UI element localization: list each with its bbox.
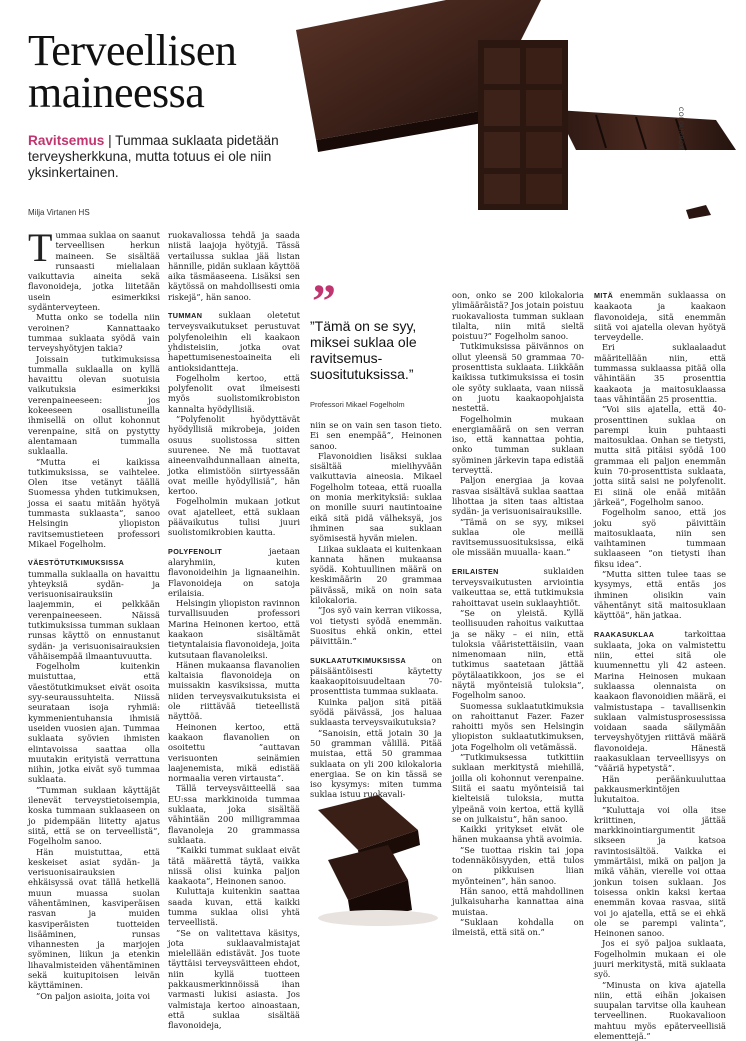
photo-credit: COLOURBOX (677, 107, 683, 150)
section-lead: TUMMAN (168, 311, 203, 321)
paragraph: Paljon energiaa ja kovaa rasvaa sisältävä suklaa saattaa lihottaa ja siten taas altistaa sydän- ja verisuonisairauksille. (452, 475, 584, 517)
paragraph: ”Kuluttaja voi olla itse kriittinen, jättää markkinointiargumentit sikseen ja katsoa ravintosisältöä. Vaikka ei ymmärtäisi, mikä on paljon ja mikä vähän, vierelle voi ottaa jonkun toisen suklaan. Jos toisessa onkin kaksi kertaa enemmän kovaa rasvaa, siitä voi jo ajatella, että se ei ehkä ole se parempi valinta”, Heinonen sanoo. (594, 804, 726, 939)
chocolate-photo (256, 0, 746, 222)
chocolate-pieces-photo (308, 790, 443, 930)
section-lead: RAAKASUKLAA (594, 629, 655, 639)
paragraph: Flavonoidien lisäksi suklaa sisältää mielihyvään vaikuttavia aineosia. Mikael Fogelholm toteaa, että ruoalla on monia merkityksiä: suklaa on monille suuri nautintoaine eikä sitä pidä välheksyä, jos ihminen saa suklaan syömisestä hyvän mielen. (310, 450, 442, 544)
paragraph: Jos ei syö paljoa suklaata, Fogelholmin mukaan ei ole juuri merkitystä, mitä suklaata syö. (594, 938, 726, 980)
paragraph: niin se on vain sen tason tieto. Ei sen enempää”, Heinonen sanoo. (310, 420, 442, 451)
paragraph: ruokavaliossa tehdä ja saada niistä laajoja hyötyjä. Tässä vertailussa suklaa jää listan hännille, pidän suklaan käyttöä aika täsmäaseena. Lisäksi sen käytössä on mahdollisesti omia riskejä”, hän sanoo. (168, 230, 300, 302)
paragraph: Fogelholm kertoo, että polyfenolit ovat ilmeisesti myös suolistomikrobiston kannalta hyödyllisiä. (168, 372, 300, 414)
pull-quote-source: Professori Mikael Fogelholm (310, 400, 405, 409)
paragraph: Fogelholm kuitenkin muistuttaa, että väestötutkimukset eivät osoita syy-seuraussuhteita. Niissä seurataan isoja ryhmiä: kymmenientuhansia ihmisiä useiden vuosien ajan. Tummaa suklaata syövien ihmisten elintavoissa saattaa olla muutakin erityistä verrattuna niihin, jotka eivät syö tummaa suklaata. (28, 661, 160, 785)
paragraph: ”Minusta on kiva ajatella niin, että eihän jokaisen suupalan tarvitse olla kauhean terveellinen. Ruokavalioon mahtuu myös epäterveellisiä elementtejä.” (594, 979, 726, 1041)
byline: Milja Virtanen HS (28, 208, 90, 217)
pull-quote: ”Tämä on se syy, miksei suklaa ole ravitsemus-suositutuksissa.” (310, 318, 417, 382)
paragraph: Fogelholm sanoo, että jos joku syö päivittäin maitosuklaata, niin sen vaihtaminen tummaan suklaaseen ”on tietysti ihan fiksu idea”. (594, 507, 726, 569)
paragraph: Hän muistuttaa, että keskeiset asiat sydän- ja verisuonisairauksien ehkäisyssä ovat tällä hetkellä muun muassa suolan vähentäminen, kasviperäisen rasvan ja muiden kasviperäisten tuotteiden lisääminen, runsas vihannesten ja marjojen syöminen, liikun ja etenkin lihavalmisteiden vähentäminen sekä kuitupitoisen leivän käyttäminen. (28, 846, 160, 991)
paragraph: ”Se on valitettava käsitys, jota suklaavalmistajat mielellään edistävät. Jos tuote täyttäisi terveysväitteen ehdot, niin kyllä tuotteen pakkausmerkinnöissä ihan varmasti lukisi asiasta. Jos valmistaja kertoo ainoastaan, että suklaa sisältää flavonoideja, (168, 927, 300, 1031)
column-5 (594, 290, 726, 1041)
paragraph: ”On paljon asioita, joita voi (36, 990, 151, 1001)
headline-line-2: maineessa (28, 68, 205, 117)
paragraph: oon, onko se 200 kilokaloria ylimääräistä? Jos jotain poistuu ruokavaliosta tumman suklaan tilalta, niin mitä sieltä poistuu?” Fogelholm sanoo. (452, 290, 584, 342)
paragraph: Eri suklaalaadut määritellään niin, että tummassa suklaassa pitää olla vähintään 35 prosenttia kaakaota ja maitosuklaassa taas vähintään 25 prosenttia. (594, 342, 726, 404)
paragraph: ”Mutta sitten tulee taas se kysymys, että entäs jos ihminen olisikin vain vähentänyt sitä maitosuklaan käyttöä”, hän jatkaa. (594, 569, 726, 621)
paragraph: Mutta onko se todella niin veroinen? Kannattaako tummaa suklaata syödä vain terveyshyötyjen takia? (28, 312, 160, 354)
column-4 (452, 290, 584, 937)
deck-separator: | (104, 133, 116, 148)
paragraph: ”Tutkimuksessa tutkittiin suklaan merkitystä miehillä, joilla oli kohonnut verenpaine. Siitä ei saatu myönteisiä tai kielteisiä tuloksia, mutta ylpeänä voin kertoa, että kyllä se on julkaistu”, hän sanoo. (452, 752, 584, 824)
paragraph: ”Polyfenolit hyödyttävät hyödyllisiä mikrobeja, joiden osuus suolistossa sitten suurenee. Ne mä tuottavat aineenvaihdunnallaan aineita, jotka elimistöön siirtyessään ovat meille hyödyllisiä”, hän kertoo. (168, 414, 300, 497)
deck-text: Tummaa suklaata pidetään terveysherkkuna, mutta totuus ei ole niin yksinkertainen. (28, 133, 279, 180)
paragraph: Fogelholmin mukaan energiamäärä on sen verran iso, että kannattaa pohtia, onko tumman suklaan syöminen järkevin tapa edistää terveyttä. (452, 413, 584, 476)
paragraph: Kaikki yritykset eivät ole hänen mukaansa yhtä avoimia. (452, 824, 584, 845)
paragraph: Fogelholmin mukaan jotkut ovat ajatelleet, että suklaan päävaikutus tulisi juuri suolistomikrobien kautta. (168, 496, 300, 538)
paragraph: Heinonen kertoo, että kaakaon flavanolien on osoitettu ”auttavan verisuonten seinämien laajenemista, mikä edistää normaalia veren virtausta”. (168, 721, 300, 784)
section-paragraph: SUKLAATUTKIMUKSISSA on päisääntöisesti käytetty kaakaopitoisuudeltaan 70-prosenttista tummaa suklaata. (310, 654, 442, 697)
quote-mark: ” (312, 275, 336, 328)
paragraph: ”Mutta ei kaikissa tutkimuksissa, se vaihtelee. Olen itse vetänyt täällä Suomessa yhden tutkimuksen, jossa ei saatu mitään hyötyä tummasta suklaasta”, sanoo Helsingin yliopiston ravitsemustieteen professori Mikael Fogelholm. (28, 456, 160, 549)
paragraph: Tutkimuksissa päivännos on ollut yleensä 50 grammaa 70-prosenttista suklaata. Liikkään kaikissa tutkimuksissa ei tosin ole syöty suklaata, vaan niissä on juotu kaakaopohjaista nestettä. (452, 341, 584, 414)
paragraph: Kuinka paljon sitä pitää syödä päivässä, jos haluaa suklaasta terveysvaikutuksia? (310, 696, 442, 728)
paragraph: Hän sanoo, että mahdollinen julkaisuharha kannattaa aina muistaa. (452, 885, 584, 917)
paragraph: ”Tumman suklaan käyttäjät ilenevät terveystietoisempia, koska tummaan suklaaseen on jo pidempään liitetty ajatus siitä, että se on terveellistä”, Fogelholm sanoo. (28, 784, 160, 847)
section-lead: MITÄ (594, 291, 614, 300)
paragraph: ”Se on yleistä. Kyllä teollisuuden rahoitus vaikuttaa ja se näky – ei niin, että tuloksia vääristettäisiin, vaan nimenomaan niin, että tutkimus saatetaan jättää pöytälaatikkoon, jos se ei näytä myönteisiä tuloksia”, Fogelholm sanoo. (452, 607, 584, 701)
paragraph: Suomessa suklaatutkimuksia on rahoittanut Fazer. Fazer rahoitti myös sen Helsingin yliopiston suklaatutkimuksen, jota Fogelholm oli vetämässä. (452, 700, 584, 752)
paragraph: ”Voi siis ajatella, että 40-prosenttinen suklaa on parempi kuin puhtaasti maitosuklaa. Onhan se tietysti, mutta sitä pitäisi syödä 100 grammaa eli paljon enemmän kuin 70-prosenttista suklaata, jotta siitä saisi ne polyfenolit. Ei siinä ole enää mitään järkeä”, Fogelholm sanoo. (594, 404, 726, 507)
section-paragraph: POLYFENOLIT jaetaan alaryhmiin, kuten flavonoideihin ja lignaaneihin. Flavonoideja on satoja erilaisia. (168, 545, 300, 598)
section-paragraph: VÄESTÖTUTKIMUKSISSA tummalla suklaalla on havaittu yhteyksiä sydän- ja verisuonisairauksiin laajemmin, ei pelkkään verenpaineeseen. Näissä tutkimuksissa tumman suklaan runsas käyttö on ennustanut sydän- ja verisuonisairauksien vähäisempää ilmaantuvuutta. (28, 558, 160, 661)
section-paragraph: TUMMAN suklaan oletetut terveysvaikutukset perustuvat polyfenoleihin eli kaakaon yhdisteisiin, jotka ovat hapettumisenestoaineita eli antioksidantteja. (168, 310, 300, 373)
section-paragraph: RAAKASUKLAA tarkoittaa suklaata, joka on valmistettu niin, ettei sitä ole kuumennettu yli 42 asteen. Marina Heinosen mukaan suklaassa olennaista on kaakaon flavonoidien määrä, ei valmistustapa – tavallisenkin suklaan valmistusprosessissa voidaan saada säilymään terveyshyötyjen riittävä määrä flavonoideja. Hänestä raakasuklaan terveellisyys on ”vääriä hypetystä”. (594, 628, 726, 774)
paragraph: ”Jos syö vain kerran viikossa, voi tietysti syödä enemmän. Suositus ehkä onkin, ettei päivittäin.” (310, 605, 442, 647)
section-lead: VÄESTÖTUTKIMUKSISSA (28, 558, 125, 568)
deck-kicker: Ravitsemus (28, 133, 105, 148)
paragraph: Helsingin yliopiston ravinnon turvallisuuden professori Marina Heinonen kertoo, että kaakaon sisältämät tietyntalaisia flavonoideja, joita kutsutaan flavanoleiksi. (168, 598, 300, 660)
headline-line-1: Terveellisen (28, 26, 237, 75)
paragraph: Joissain tutkimuksissa tummalla suklaalla on kyllä havaittu olevan suotuisia vaikutuksia esimerkiksi verenpaineeseen: jos kokeeseen osallistuneilla ihmisellä on ollut kohonnut verenpaine, sitä on pystytty alentamaan tummalla suklaalla. (28, 353, 160, 457)
section-lead: SUKLAATUTKIMUKSISSA (310, 655, 407, 665)
paragraph: Tummaa suklaa on saanut terveellisen herkun maineen. Se sisältää runsaasti mielialaan vaikuttavia aineita sekä flavonoideja, jotka liitetään usein esimerkiksi sydänterveyteen. (28, 225, 161, 313)
paragraph: Tällä terveysväitteellä saa EU:ssa markkinoida tummaa suklaata, joka sisältää vähintään 200 milligrammaa flavanoleja 20 grammassa suklaata. (168, 783, 300, 845)
paragraph: ”Tämä on se syy, miksei suklaa ole meillä ravitsemussuosituksissa, eikä ole missään muualla- kaan.” (452, 516, 584, 558)
paragraph: ”Se tuottaa riskin tai jopa todennäköisyyden, että tulos on pikkuisen liian myönteinen”, hän sanoo. (452, 844, 584, 886)
paragraph: Hän peräänkuuluttaa pakkausmerkintöjen lukutaitoa. (594, 773, 726, 805)
section-paragraph: MITÄ enemmän suklaassa on kaakaota ja kaakaon flavonoideja, sitä enemmän siitä voi ajatella olevan hyötyä terveydelle. (594, 290, 726, 343)
paragraph: Hänen mukaansa flavanolien kaltaisia flavonoideja on muissakin kasviksissa, mutta niiden terveysvaikutuksista ei ole riittävää tieteellistä näyttöä. (168, 659, 300, 722)
paragraph: Kuluttaja kuitenkin saattaa saada kuvan, että kaikki tumma suklaa olisi yhtä terveellistä. (168, 886, 300, 928)
paragraph: Liikaa suklaata ei kuitenkaan kannata hänen mukaansa syödä. Kohtuullinen määrä on keskimäärin 20 grammaa päivässä, mikä on noin sata kilokaloria. (310, 543, 442, 606)
section-paragraph: ERILAISTEN suklaiden terveysvaikutusten arviointia vaikeuttaa se, että tutkimuksia rahoittavat usein suklaayhtiöt. (452, 565, 584, 608)
dropcap: T (28, 225, 53, 270)
column-1 (28, 225, 161, 1001)
paragraph: ”Suklaan kohdalla on ilmeistä, että sitä on.” (452, 916, 584, 938)
column-2 (168, 230, 300, 1031)
paragraph: ”Kaikki tummat suklaat eivät tätä määrettä täytä, vaikka niissä olisi kuinka paljon kaakaota”, Heinonen sanoo. (168, 845, 300, 887)
column-3 (310, 420, 442, 800)
section-lead: POLYFENOLIT (168, 546, 223, 556)
section-lead: ERILAISTEN (452, 566, 499, 576)
paragraph: ”Sanoisin, että jotain 30 ja 50 gramman välillä. Pitää muistaa, että 50 grammaa suklaata on yli 200 kilokaloria energiaa. Se on kin tässä se iso kysymys: miten tumma suklaa istuu ruokavali- (310, 727, 442, 800)
